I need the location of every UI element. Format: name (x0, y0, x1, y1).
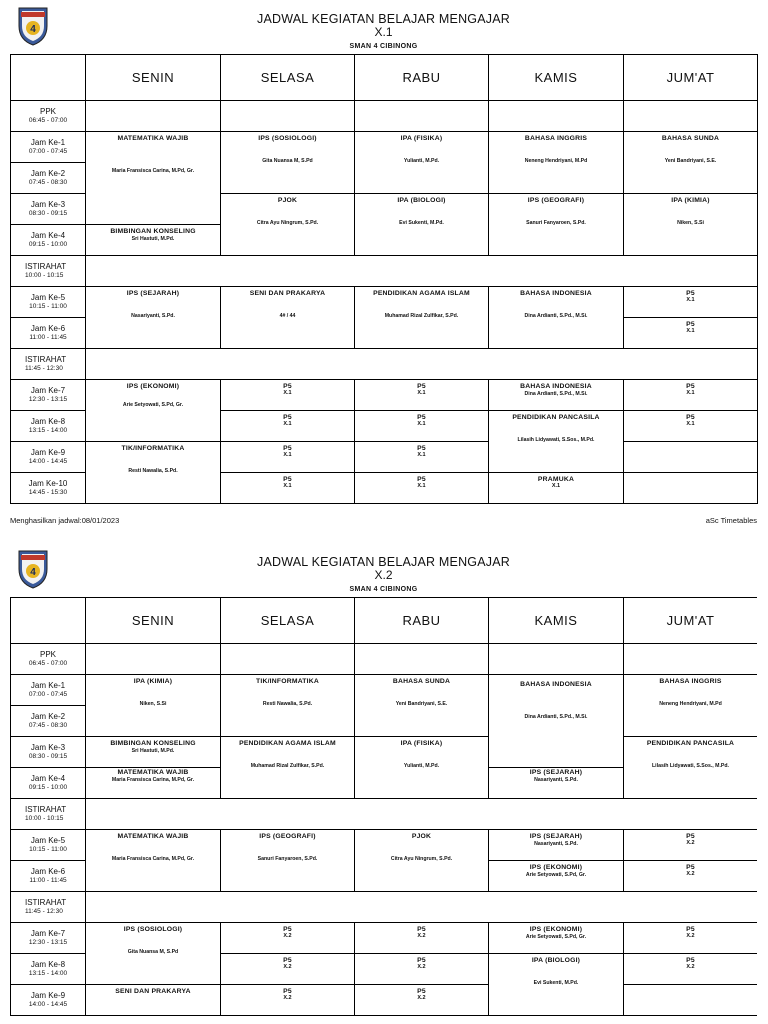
lesson-cell: IPA (FISIKA) Yulianti, M.Pd. (355, 737, 489, 799)
lesson-cell: P5 X.1 (624, 287, 758, 318)
lesson-cell: IPS (GEOGRAFI) Sanuri Fanyaroen, S.Pd. (221, 830, 355, 892)
page-title: JADWAL KEGIATAN BELAJAR MENGAJAR (257, 555, 510, 569)
lesson-cell: SENI DAN PRAKARYA (86, 985, 221, 1016)
lesson-cell: PJOK Citra Ayu Ningrum, S.Pd. (221, 194, 355, 256)
lesson-cell: IPA (BIOLOGI) Evi Sukenti, M.Pd. (355, 194, 489, 256)
svg-text:4: 4 (30, 567, 36, 578)
lesson-cell: IPS (SEJARAH) Nasariyanti, S.Pd. (86, 287, 221, 349)
lesson-cell: P5 X.2 (624, 830, 758, 861)
corner-cell (11, 598, 86, 644)
period-label: Jam Ke-10 14:45 - 15:30 (11, 473, 86, 504)
lesson-cell: P5 X.1 (355, 473, 489, 504)
day-header: SELASA (221, 55, 355, 101)
period-label: Jam Ke-6 11:00 - 11:45 (11, 318, 86, 349)
period-label: Jam Ke-5 10:15 - 11:00 (11, 830, 86, 861)
day-header: KAMIS (489, 598, 624, 644)
lesson-cell: IPS (EKONOMI) Arie Setyowati, S.Pd, Gr. (489, 923, 624, 954)
day-header: RABU (355, 598, 489, 644)
generated-date: Menghasilkan jadwal:08/01/2023 (10, 516, 120, 525)
lesson-cell: P5 X.1 (624, 411, 758, 442)
lesson-cell: BAHASA SUNDA Yeni Bandriyani, S.E. (624, 132, 758, 194)
lesson-cell: PJOK Citra Ayu Ningrum, S.Pd. (355, 830, 489, 892)
lesson-cell: PENDIDIKAN PANCASILA Lilasih Lidyawati, S.Sos., M.Pd. (489, 411, 624, 473)
break-cell (86, 349, 758, 380)
period-label: Jam Ke-2 07:45 - 08:30 (11, 706, 86, 737)
lesson-cell: MATEMATIKA WAJIB Maria Fransisca Carina, M.Pd, Gr. (86, 132, 221, 225)
lesson-cell: P5 X.1 (221, 473, 355, 504)
period-label: Jam Ke-4 09:15 - 10:00 (11, 225, 86, 256)
break-label: ISTIRAHAT 11:45 - 12:30 (11, 892, 86, 923)
lesson-cell: BAHASA INDONESIA Dina Ardianti, S.Pd., M.Si. (489, 675, 624, 768)
lesson-cell: IPS (EKONOMI) Arie Setyowati, S.Pd, Gr. (489, 861, 624, 892)
lesson-cell: PENDIDIKAN AGAMA ISLAM Muhamad Rizal Zulfikar, S.Pd. (355, 287, 489, 349)
lesson-cell: IPS (GEOGRAFI) Sanuri Fanyaroen, S.Pd. (489, 194, 624, 256)
period-label: Jam Ke-8 13:15 - 14:00 (11, 411, 86, 442)
lesson-cell: BAHASA SUNDA Yeni Bandriyani, S.E. (355, 675, 489, 737)
timetable-grid (10, 54, 758, 504)
lesson-cell: TIK/INFORMATIKA Resti Nawalia, S.Pd. (221, 675, 355, 737)
period-label: Jam Ke-5 10:15 - 11:00 (11, 287, 86, 318)
period-label: Jam Ke-6 11:00 - 11:45 (11, 861, 86, 892)
lesson-cell: P5 X.2 (624, 954, 758, 985)
break-cell (86, 799, 758, 830)
lesson-cell: IPS (EKONOMI) Arie Setyowati, S.Pd, Gr. (86, 380, 221, 442)
period-label: Jam Ke-3 08:30 - 09:15 (11, 737, 86, 768)
break-cell (86, 892, 758, 923)
period-label: Jam Ke-7 12:30 - 13:15 (11, 923, 86, 954)
empty-cell (624, 442, 758, 473)
lesson-cell: MATEMATIKA WAJIB Maria Fransisca Carina, M.Pd, Gr. (86, 768, 221, 799)
day-header: SENIN (86, 55, 221, 101)
day-header: RABU (355, 55, 489, 101)
svg-text:4: 4 (30, 24, 36, 35)
period-label: Jam Ke-4 09:15 - 10:00 (11, 768, 86, 799)
lesson-cell: P5 X.1 (355, 442, 489, 473)
day-header: JUM'AT (624, 55, 758, 101)
lesson-cell: P5 X.1 (221, 380, 355, 411)
school-name: SMAN 4 CIBINONG (349, 586, 418, 593)
day-header: SENIN (86, 598, 221, 644)
lesson-cell: PENDIDIKAN PANCASILA Lilasih Lidyawati, S.Sos., M.Pd. (624, 737, 758, 799)
school-name: SMAN 4 CIBINONG (349, 43, 418, 50)
period-label: Jam Ke-1 07:00 - 07:45 (11, 675, 86, 706)
day-header: SELASA (221, 598, 355, 644)
period-label: Jam Ke-9 14:00 - 14:45 (11, 442, 86, 473)
lesson-cell: PRAMUKA X.1 (489, 473, 624, 504)
break-cell (86, 256, 758, 287)
lesson-cell: P5 X.2 (355, 923, 489, 954)
lesson-cell: P5 X.1 (355, 380, 489, 411)
timetable-grid (10, 597, 757, 1016)
lesson-cell: IPS (SEJARAH) Nasariyanti, S.Pd. (489, 768, 624, 799)
empty-cell (624, 985, 758, 1016)
period-label: Jam Ke-7 12:30 - 13:15 (11, 380, 86, 411)
lesson-cell: P5 X.2 (221, 954, 355, 985)
period-label: PPK 06:45 - 07:00 (11, 101, 86, 132)
lesson-cell: MATEMATIKA WAJIB Maria Fransisca Carina, M.Pd, Gr. (86, 830, 221, 892)
period-label: Jam Ke-8 13:15 - 14:00 (11, 954, 86, 985)
lesson-cell: TIK/INFORMATIKA Resti Nawalia, S.Pd. (86, 442, 221, 504)
lesson-cell: BIMBINGAN KONSELING Sri Hastuti, M.Pd. (86, 737, 221, 768)
day-header: JUM'AT (624, 598, 758, 644)
lesson-cell: IPA (BIOLOGI) Evi Sukenti, M.Pd. (489, 954, 624, 1016)
lesson-cell: BIMBINGAN KONSELING Sri Hastuti, M.Pd. (86, 225, 221, 256)
lesson-cell: P5 X.2 (355, 954, 489, 985)
lesson-cell: P5 X.2 (221, 923, 355, 954)
lesson-cell: BAHASA INGGRIS Neneng Hendriyani, M.Pd (489, 132, 624, 194)
period-label: Jam Ke-2 07:45 - 08:30 (11, 163, 86, 194)
empty-cell (624, 473, 758, 504)
lesson-cell: IPA (KIMIA) Niken, S.Si (86, 675, 221, 737)
timetable-sheet-x2 (10, 543, 757, 1024)
page-title: JADWAL KEGIATAN BELAJAR MENGAJAR (257, 12, 510, 26)
lesson-cell: P5 X.2 (355, 985, 489, 1016)
lesson-cell: SENI DAN PRAKARYA 4# / 44 (221, 287, 355, 349)
timetable-sheet-x1 (10, 0, 757, 530)
period-label: PPK 06:45 - 07:00 (11, 644, 86, 675)
lesson-cell: P5 X.2 (624, 923, 758, 954)
period-label: Jam Ke-9 14:00 - 14:45 (11, 985, 86, 1016)
break-label: ISTIRAHAT 11:45 - 12:30 (11, 349, 86, 380)
lesson-cell: IPS (SOSIOLOGI) Gita Nuansa M, S.Pd (86, 923, 221, 985)
lesson-cell: P5 X.2 (624, 861, 758, 892)
period-label: Jam Ke-3 08:30 - 09:15 (11, 194, 86, 225)
lesson-cell: IPA (FISIKA) Yulianti, M.Pd. (355, 132, 489, 194)
class-name: X.2 (374, 568, 393, 582)
corner-cell (11, 55, 86, 101)
lesson-cell: P5 X.2 (221, 985, 355, 1016)
lesson-cell: IPS (SOSIOLOGI) Gita Nuansa M, S.Pd (221, 132, 355, 194)
class-name: X.1 (374, 25, 393, 39)
lesson-cell: BAHASA INDONESIA Dina Ardianti, S.Pd., M.Si. (489, 380, 624, 411)
lesson-cell: PENDIDIKAN AGAMA ISLAM Muhamad Rizal Zulfikar, S.Pd. (221, 737, 355, 799)
break-label: ISTIRAHAT 10:00 - 10:15 (11, 799, 86, 830)
lesson-cell: IPA (KIMIA) Niken, S.Si (624, 194, 758, 256)
generator-credit: aSc Timetables (705, 516, 757, 525)
period-label: Jam Ke-1 07:00 - 07:45 (11, 132, 86, 163)
lesson-cell: P5 X.1 (221, 442, 355, 473)
lesson-cell: IPS (SEJARAH) Nasariyanti, S.Pd. (489, 830, 624, 861)
lesson-cell: BAHASA INGGRIS Neneng Hendriyani, M.Pd (624, 675, 758, 737)
lesson-cell: P5 X.1 (355, 411, 489, 442)
lesson-cell: P5 X.1 (624, 318, 758, 349)
lesson-cell: P5 X.1 (221, 411, 355, 442)
break-label: ISTIRAHAT 10:00 - 10:15 (11, 256, 86, 287)
lesson-cell: BAHASA INDONESIA Dina Ardianti, S.Pd., M.Si. (489, 287, 624, 349)
day-header: KAMIS (489, 55, 624, 101)
lesson-cell: P5 X.1 (624, 380, 758, 411)
